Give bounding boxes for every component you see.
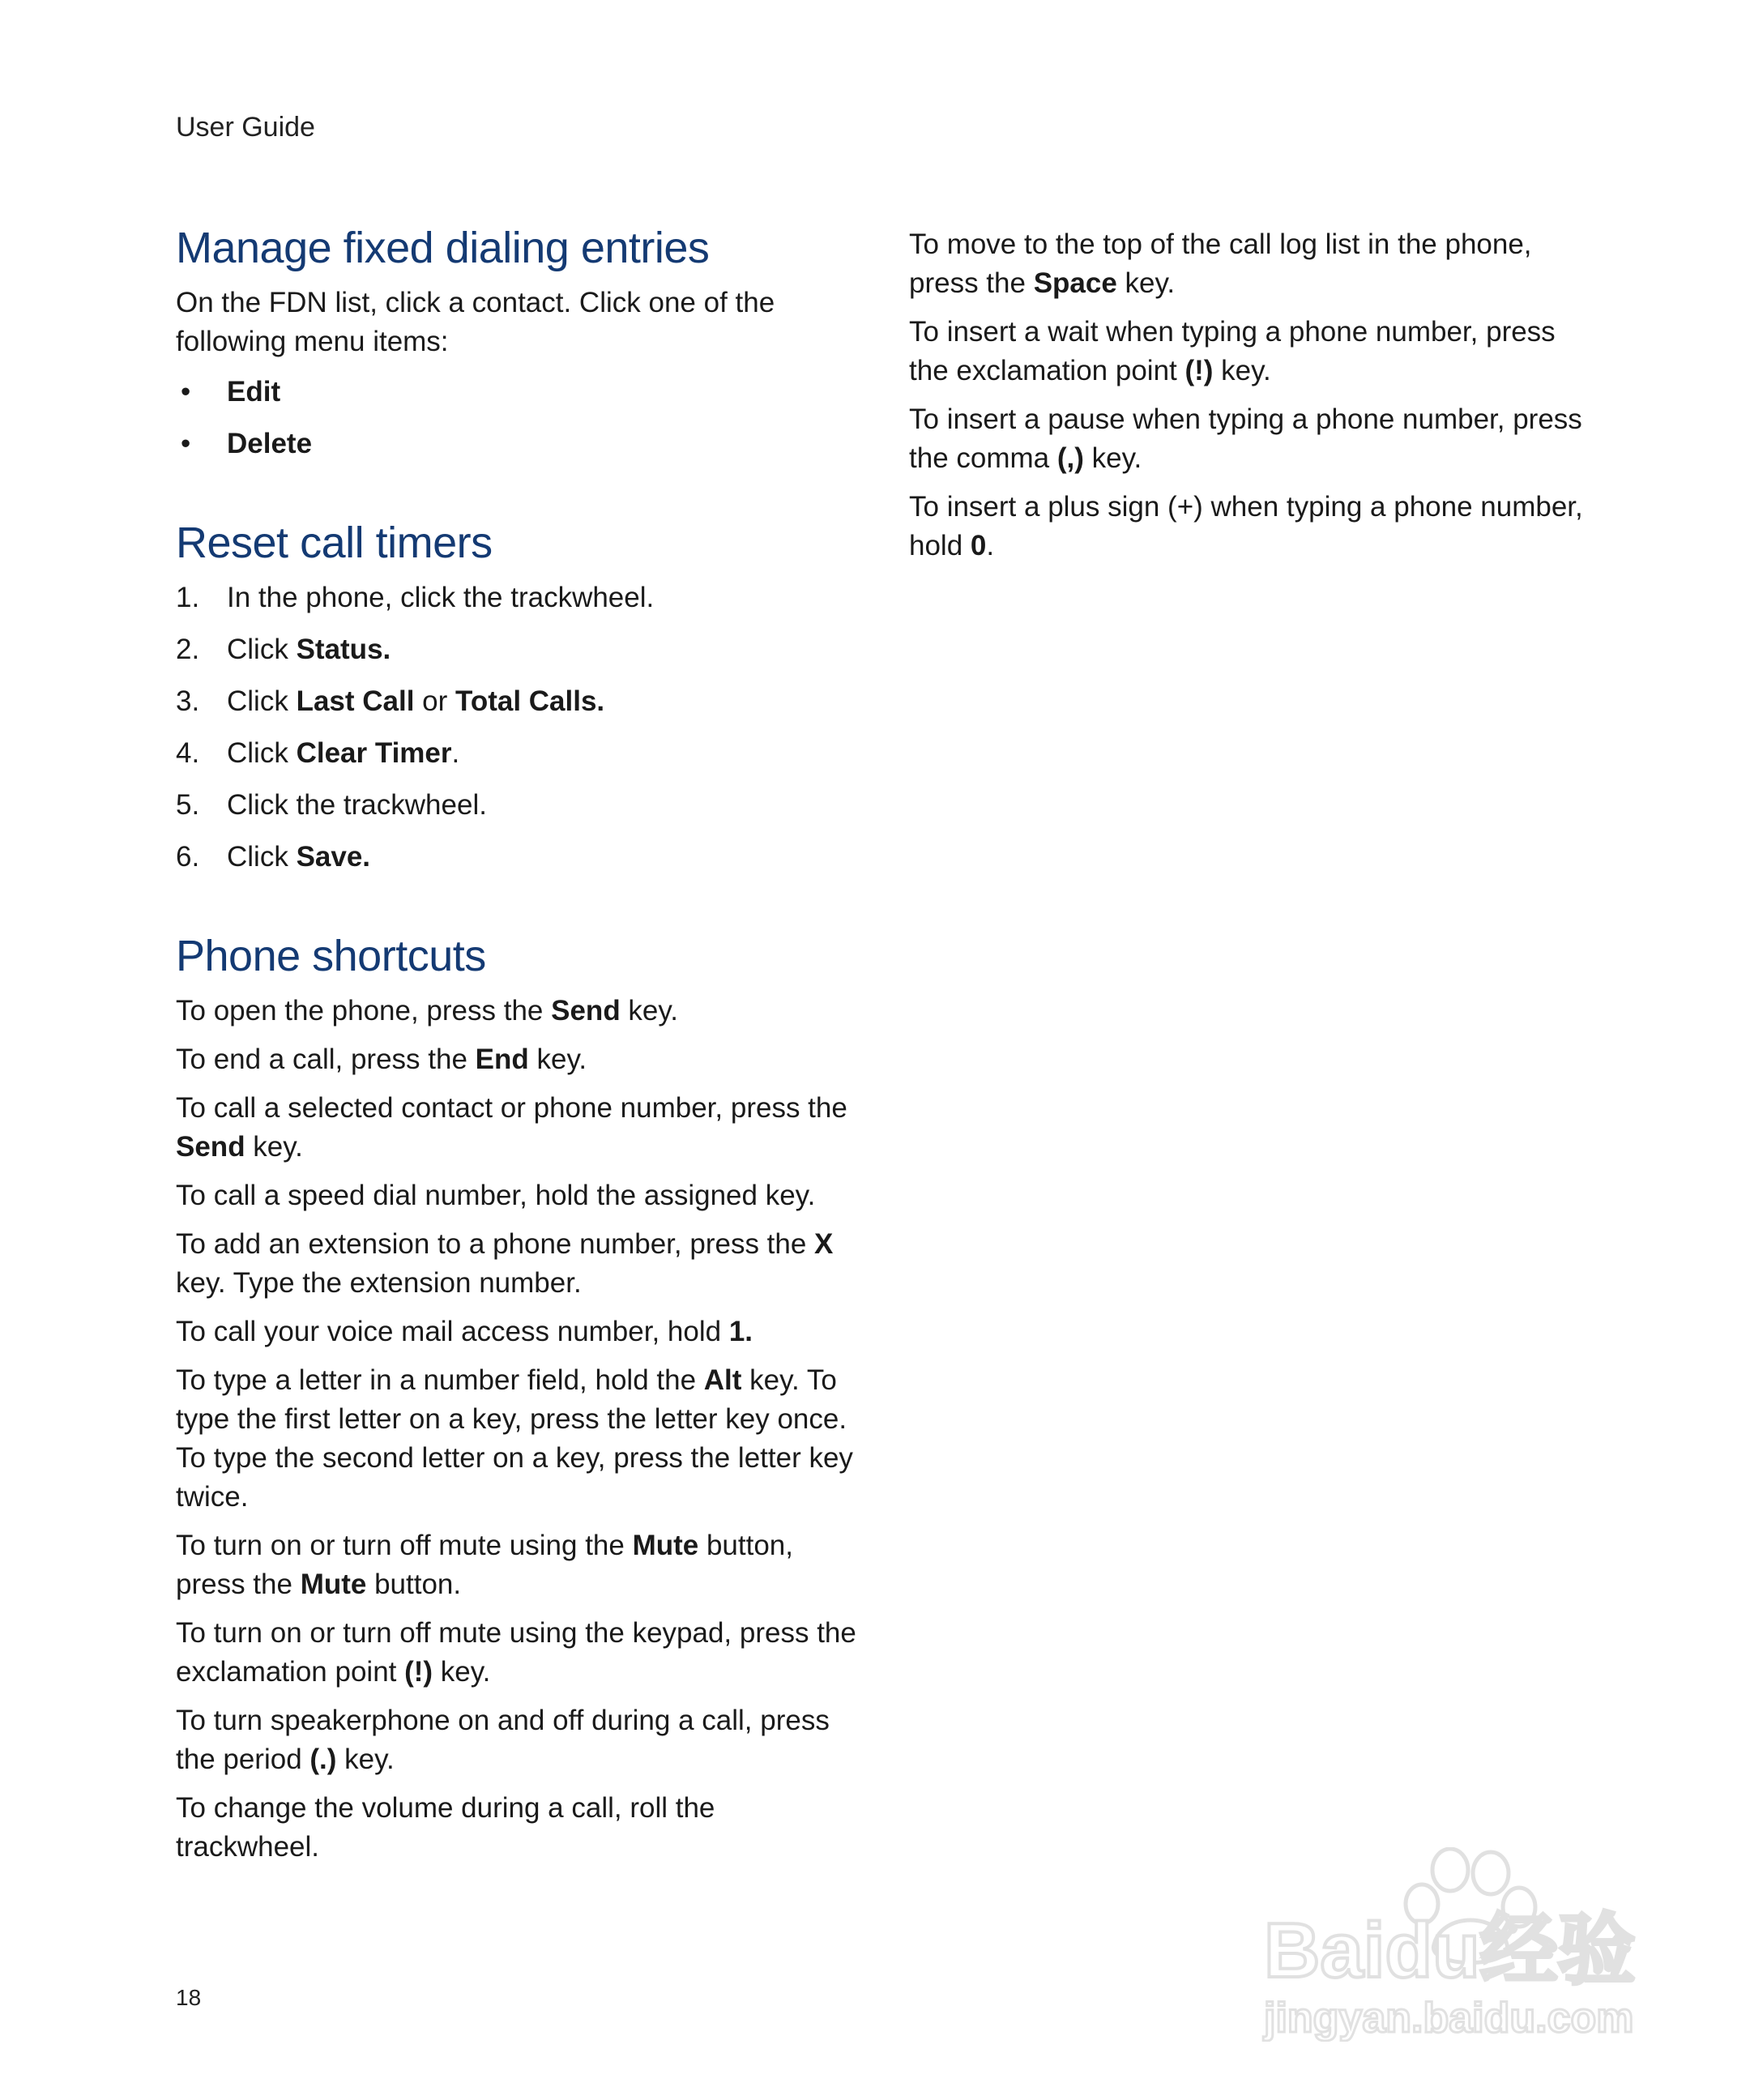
page-number: 18: [176, 1985, 202, 2010]
shortcut-paragraph: To end a call, press the End key.: [176, 1044, 587, 1075]
list-item: • Delete: [176, 425, 856, 463]
shortcut-paragraph: To turn speakerphone on and off during a call, press the period (.) key.: [176, 1705, 830, 1775]
bullet-icon: •: [181, 428, 191, 459]
shortcut-paragraph: To call your voice mail access number, hold 1.: [176, 1316, 753, 1347]
left-column: [176, 219, 856, 1876]
section-title-timers: Reset call timers: [176, 519, 493, 567]
running-head: User Guide: [176, 112, 315, 143]
step-item: 5. Click the trackwheel.: [176, 789, 487, 821]
shortcut-paragraph: To turn on or turn off mute using the Mute button, press the Mute button.: [176, 1530, 793, 1600]
section-title-fdn: Manage fixed dialing entries: [176, 224, 710, 272]
step-item: 1. In the phone, click the trackwheel.: [176, 582, 655, 613]
shortcut-paragraph: To turn on or turn off mute using the keypad, press the exclamation point (!) key.: [176, 1617, 856, 1688]
watermark-brand: Baidu经验: [1264, 1907, 1636, 1994]
watermark-url: jingyan.baidu.com: [1264, 1995, 1634, 2042]
step-item: 6. Click Save.: [176, 841, 371, 873]
shortcut-paragraph: To insert a pause when typing a phone number, press the comma (,) key.: [909, 403, 1582, 474]
list-item: • Edit: [176, 373, 856, 412]
shortcut-paragraph: To call a selected contact or phone number, press the Send key.: [176, 1092, 847, 1163]
right-column: [909, 225, 1598, 575]
timers-steps: [176, 578, 856, 877]
shortcut-paragraph: To insert a plus sign (+) when typing a phone number, hold 0.: [909, 491, 1583, 561]
baidu-watermark-logo: [1248, 1847, 1669, 2042]
step-item: 4. Click Clear Timer.: [176, 737, 460, 769]
shortcut-paragraph: To move to the top of the call log list in the phone, press the Space key.: [909, 228, 1532, 299]
shortcut-paragraph: To type a letter in a number field, hold the Alt key. To type the first letter on a key, press the letter key once. To type the second letter on a key, press the letter key twice.: [176, 1364, 853, 1513]
shortcut-paragraph: To add an extension to a phone number, press the X key. Type the extension number.: [176, 1228, 834, 1299]
shortcut-paragraph: To insert a wait when typing a phone number, press the exclamation point (!) key.: [909, 316, 1556, 386]
fdn-intro: On the FDN list, click a contact. Click one of the following menu items:: [176, 287, 775, 357]
step-item: 2. Click Status.: [176, 634, 391, 665]
section-title-shortcuts: Phone shortcuts: [176, 932, 486, 980]
step-item: 3. Click Last Call or Total Calls.: [176, 685, 605, 717]
shortcut-paragraph: To open the phone, press the Send key.: [176, 995, 679, 1027]
fdn-menu-list: [176, 373, 856, 463]
shortcut-paragraph: To change the volume during a call, roll the trackwheel.: [176, 1792, 715, 1863]
shortcut-paragraph: To call a speed dial number, hold the assigned key.: [176, 1180, 816, 1211]
bullet-icon: •: [181, 376, 191, 408]
